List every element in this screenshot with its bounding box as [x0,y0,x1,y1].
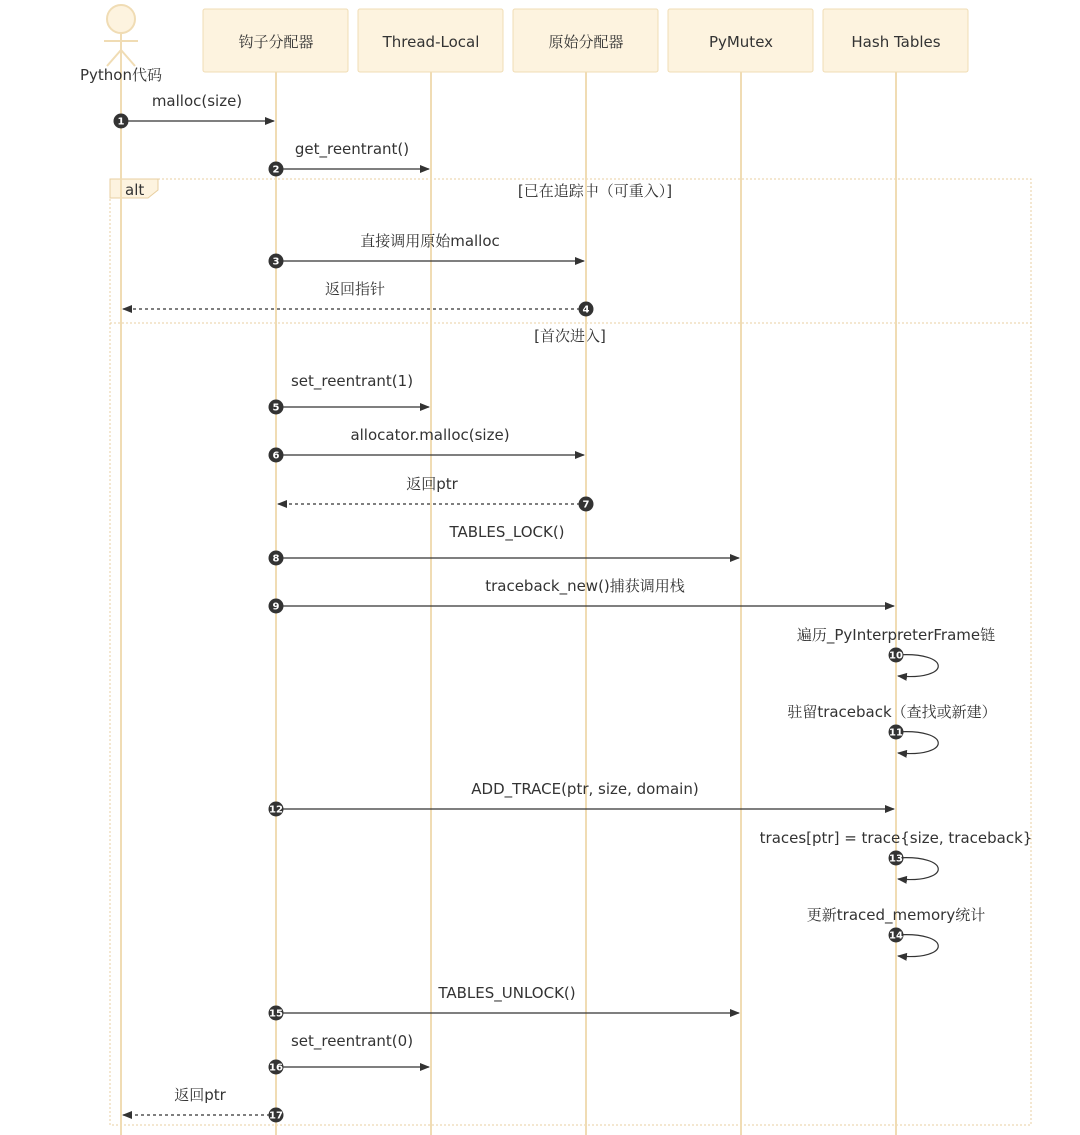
sequence-number: 5 [272,402,280,414]
alt-keyword: alt [125,181,145,199]
message-label: 直接调用原始malloc [360,232,500,250]
message-label: set_reentrant(1) [290,372,414,390]
message-label: 返回ptr [174,1086,226,1104]
sequence-number: 15 [269,1008,283,1020]
participant-thread-local [358,9,503,72]
message-label: set_reentrant(0) [290,1032,414,1050]
actor-python [80,5,162,84]
participant-hash-tables [823,9,968,72]
message-label: 返回指针 [324,280,386,298]
message-5 [269,372,430,415]
message-4 [123,280,594,317]
message-6 [269,426,585,463]
message-2 [269,140,430,177]
message-label: 返回ptr [406,475,458,493]
sequence-number: 16 [269,1062,283,1074]
participant-hook-allocator [203,9,348,72]
message-11 [787,703,996,754]
message-3 [269,232,585,269]
message-label: ADD_TRACE(ptr, size, domain) [471,780,699,798]
participant-label: Hash Tables [851,33,941,51]
message-16 [269,1032,430,1075]
sequence-number: 1 [117,116,125,128]
actor-label: Python代码 [80,66,162,84]
alt-guard-reentrant: [已在追踪中（可重入）] [517,182,673,200]
message-17 [123,1086,284,1123]
sequence-number: 3 [272,256,280,268]
message-label: traces[ptr] = trace{size, traceback} [759,829,1033,847]
message-7 [278,475,594,512]
message-label: 驻留traceback（查找或新建） [787,703,997,721]
message-label: get_reentrant() [294,140,410,158]
participant-label: 原始分配器 [548,33,624,51]
sequence-number: 13 [889,853,903,865]
message-label: allocator.malloc(size) [350,426,510,444]
sequence-number: 8 [272,553,280,565]
message-15 [269,984,740,1021]
message-1 [114,92,275,129]
sequence-number: 7 [582,499,590,511]
message-label: TABLES_UNLOCK() [438,984,576,1002]
message-label: 更新traced_memory统计 [806,906,986,924]
message-label: TABLES_LOCK() [449,523,565,541]
message-8 [269,523,740,566]
sequence-number: 10 [889,650,903,662]
sequence-number: 4 [582,304,590,316]
sequence-number: 14 [889,930,903,942]
participant-raw-allocator [513,9,658,72]
sequence-number: 2 [272,164,280,176]
sequence-number: 6 [272,450,280,462]
message-label: malloc(size) [151,92,243,110]
participant-label: PyMutex [708,33,774,51]
sequence-number: 17 [269,1110,283,1122]
participant-label: Thread-Local [382,33,480,51]
sequence-number: 12 [269,804,283,816]
actor-leg-right [121,50,135,66]
sequence-number: 11 [889,727,903,739]
message-9 [269,577,895,614]
actor-head [107,5,135,33]
actor-leg-left [107,50,121,66]
sequence-number: 9 [272,601,280,613]
participant-pymutex [668,9,813,72]
message-label: traceback_new()捕获调用栈 [485,577,685,595]
message-label: 遍历_PyInterpreterFrame链 [796,626,996,644]
alt-guard-first-entry: [首次进入] [534,327,606,345]
participant-label: 钩子分配器 [238,33,314,51]
message-12 [269,780,895,817]
